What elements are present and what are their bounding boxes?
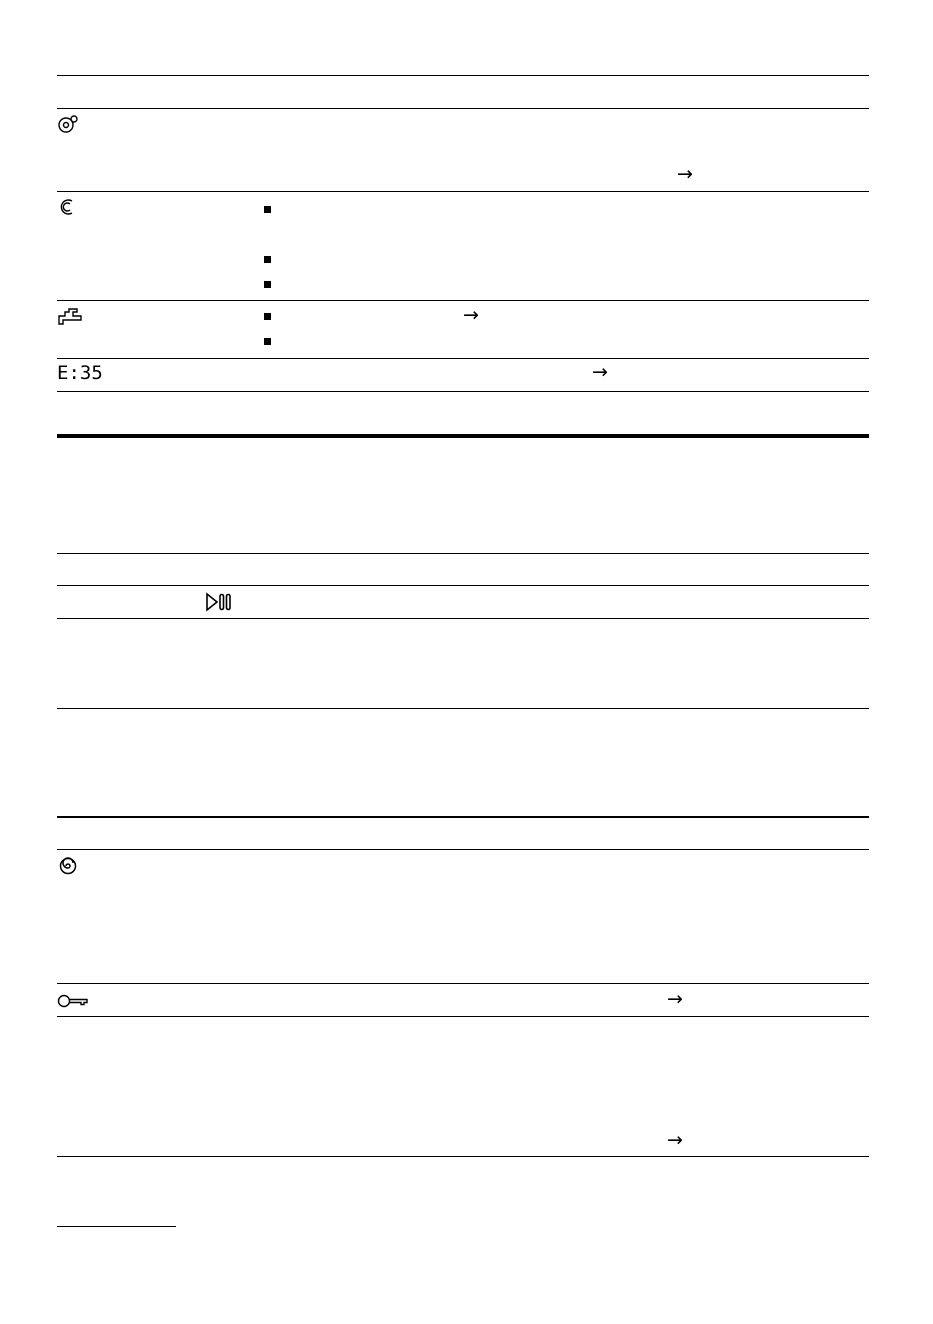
list-bullet [264, 281, 271, 288]
child-lock-key-icon [57, 993, 89, 1009]
table3-row-rule [57, 983, 869, 984]
arrow-glyph: → [667, 1129, 683, 1151]
arrow-glyph: → [667, 988, 683, 1010]
list-bullet [264, 313, 271, 320]
table1-header-rule [57, 108, 869, 109]
table2-header-rule [57, 585, 869, 586]
table1-top-rule [57, 75, 869, 76]
footnote-rule [57, 1226, 176, 1227]
play-pause-icon [205, 592, 232, 612]
arrow-glyph: → [677, 163, 693, 185]
table2-row-rule [57, 618, 869, 619]
table3-row-rule [57, 1016, 869, 1017]
softener-cycle-icon [57, 197, 79, 217]
list-bullet [264, 338, 271, 345]
table2-top-rule [57, 553, 869, 554]
arrow-glyph: → [463, 304, 479, 326]
table3-top-rule [57, 816, 869, 818]
table3-bottom-rule [57, 1156, 869, 1157]
table2-bottom-rule [57, 708, 869, 709]
table3-header-rule [57, 849, 869, 850]
table1-row-rule [57, 300, 869, 301]
arrow-glyph: → [592, 361, 608, 383]
drum-clean-icon [57, 114, 79, 134]
spin-icon [58, 856, 78, 876]
table1-row-rule [57, 191, 869, 192]
table1-bottom-rule [57, 391, 869, 392]
error-code-display: E:35 [57, 362, 103, 384]
section-rule [57, 434, 869, 438]
list-bullet [264, 256, 271, 263]
water-tap-icon [57, 305, 83, 325]
table1-row-rule [57, 358, 869, 359]
list-bullet [264, 206, 271, 213]
